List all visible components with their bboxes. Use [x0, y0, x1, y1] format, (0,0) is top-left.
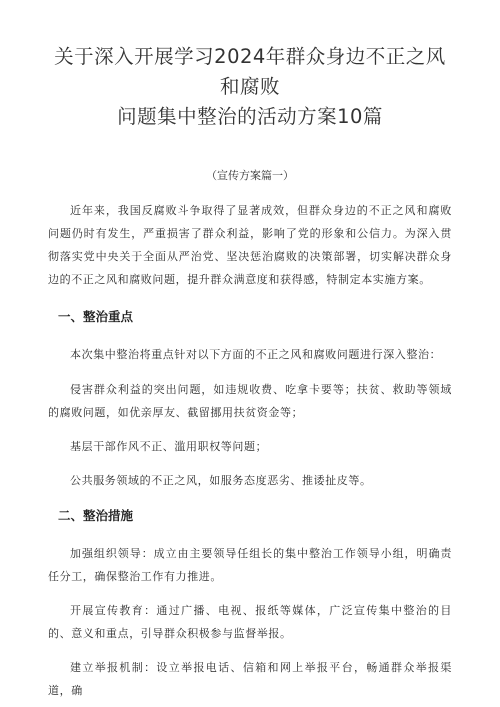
title-line-2: 问题集中整治的活动方案10篇 [117, 105, 383, 128]
section-heading: 一、整治重点 [58, 309, 134, 324]
document-subtitle: （宣传方案篇一） [206, 169, 294, 182]
section-paragraph: 侵害群众利益的突出问题，如违规收费、吃拿卡要等；扶贫、救助等领域的腐败问题，如优亲厚友、截留挪用扶贫资金等； [48, 383, 452, 419]
section-paragraph: 开展宣传教育：通过广播、电视、报纸等媒体，广泛宣传集中整治的目的、意义和重点，引导群众积极参与监督举报。 [48, 604, 452, 640]
title-line-1: 关于深入开展学习2024年群众身边不正之风和腐败 [54, 45, 446, 98]
section-paragraph: 本次集中整治将重点针对以下方面的不正之风和腐败问题进行深入整治： [70, 348, 442, 361]
section-paragraph: 公共服务领域的不正之风，如服务态度恶劣、推诿扯皮等。 [70, 474, 372, 487]
section-focus [48, 307, 452, 492]
intro-paragraph: 近年来，我国反腐败斗争取得了显著成效，但群众身边的不正之风和腐败问题仍时有发生，严重损害了群众利益，影响了党的形象和公信力。为深入贯彻落实党中央关于全面从严治党、坚决惩治腐败的决策部署，切实解决群众身边的不正之风和腐败问题，提升群众满意度和获得感，特制定本实施方案。 [48, 204, 452, 286]
section-measures [48, 506, 452, 702]
document-title [48, 42, 452, 132]
section-paragraph: 基层干部作风不正、滥用职权等问题； [70, 440, 268, 453]
section-paragraph: 加强组织领导：成立由主要领导任组长的集中整治工作领导小组，明确责任分工，确保整治工作有力推进。 [48, 547, 452, 583]
section-heading: 二、整治措施 [58, 508, 134, 523]
section-paragraph: 建立举报机制：设立举报电话、信箱和网上举报平台，畅通群众举报渠道，确 [48, 661, 452, 697]
